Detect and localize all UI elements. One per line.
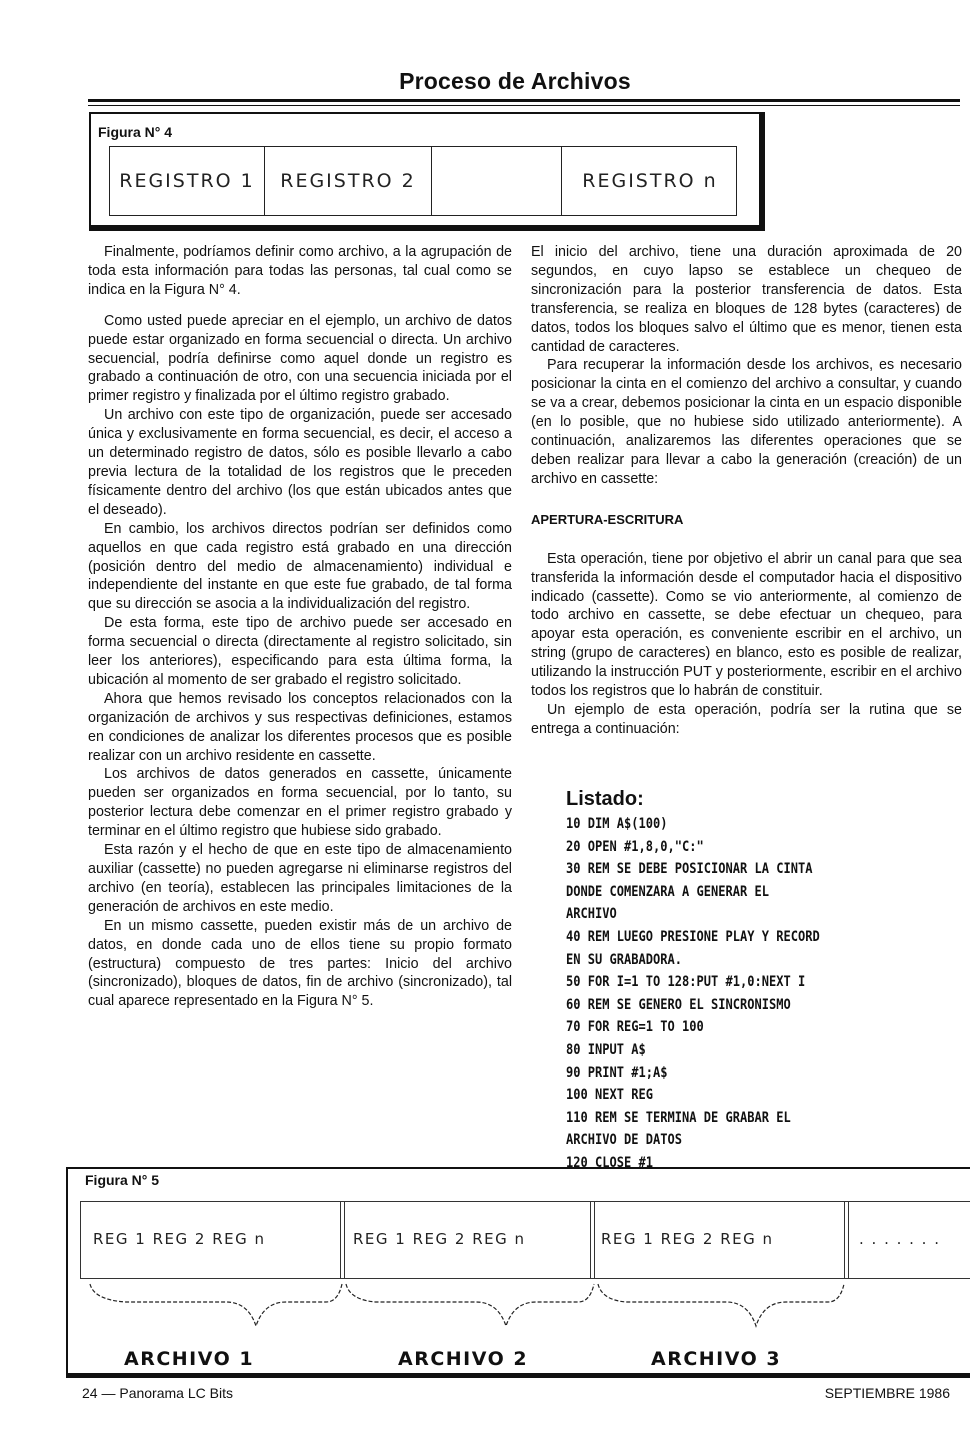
listing-line: 110 REM SE TERMINA DE GRABAR EL [566, 1109, 791, 1126]
header-rule-thin [88, 105, 960, 106]
listing-line: ARCHIVO [566, 906, 617, 923]
paragraph: Finalmente, podríamos definir como archivo, a la agrupación de toda esta información para todas las personas, tal cual como se indica en la Figura N° 4. [88, 244, 512, 298]
listing-lines [566, 813, 966, 1175]
listing-line: 120 CLOSE #1 [566, 1154, 653, 1171]
left-column [88, 243, 512, 1011]
segment-label: REG 1 REG 2 REG n [353, 1230, 526, 1248]
segment-divider [590, 1202, 592, 1278]
registro-cell-empty [432, 147, 562, 215]
listing-line: 60 REM SE GENERO EL SINCRONISMO [566, 996, 791, 1013]
listing-line: 90 PRINT #1;A$ [566, 1064, 668, 1081]
archivo-segment [344, 1202, 590, 1278]
figure-4 [89, 112, 765, 231]
listing-line: 50 FOR I=1 TO 128:PUT #1,0:NEXT I [566, 974, 806, 991]
code-listing [566, 788, 966, 1175]
paragraph: Esta operación, tiene por objetivo el abrir un canal para que sea transferida la información desde el computador hacia el dispositivo indicado (cassette). Como se vio anteriormente, al comienzo de todo archivo en cassette, se debe efectuar un chequeo, para apoyar esta operación, es conveniente escribir en el archivo, un string (grupo de caracteres) en blanco, esto es posible de realizar, utilizando la instrucción PUT y posteriormente, escribir en el archivo todos los registros que lo habrán de constituir. [531, 550, 962, 700]
segment-label: REG 1 REG 2 REG n [601, 1230, 774, 1248]
paragraph: Los archivos de datos generados en cassette, únicamente pueden ser organizados en forma secuencial, por lo tanto, su posterior lectura debe comenzar en el primer registro grabado y terminar en el último registro que hubiese sido grabado. [88, 766, 512, 840]
registro-strip [109, 146, 737, 216]
paragraph: Como usted puede apreciar en el ejemplo, un archivo de datos puede estar organizado en forma secuencial o directa. Un archivo secuencial, podría definirse como aquel donde un registro es grabado a continuación de otro, con una secuencia iniciada por el primer registro y finalizada por el último registro grabado. [88, 312, 512, 405]
archivo-label: ARCHIVO 2 [398, 1348, 529, 1370]
paragraph: En cambio, los archivos directos podrían ser definidos como aquellos en que cada registro está grabado en una dirección (posición dentro del medio de almacenamiento) individual e independiente del instante en que este fue grabado, de tal forma que su dirección se asocia a la individualización del registro. [88, 520, 512, 613]
right-column [531, 243, 962, 739]
listing-line: 40 REM LUEGO PRESIONE PLAY Y RECORD [566, 928, 820, 945]
paragraph: Ahora que hemos revisado los conceptos relacionados con la organización de archivos y sus respectivas definiciones, estamos en condiciones de analizar los diferentes procesos que es posible realizar con un archivo residente en cassette. [88, 690, 512, 764]
listing-line: 70 FOR REG=1 TO 100 [566, 1019, 704, 1036]
listing-line: ARCHIVO DE DATOS [566, 1132, 682, 1149]
paragraph: De esta forma, este tipo de archivo puede ser accesado en forma secuencial o directa (directamente al registro solicitado, sin leer los anteriores), especificando para esta última forma, la ubicación al momento de ser grabado el registro solicitado. [88, 615, 512, 688]
figure-5-label: Figura N° 5 [85, 1172, 160, 1188]
listing-line: 10 DIM A$(100) [566, 816, 668, 832]
listing-line: EN SU GRABADORA. [566, 951, 682, 968]
archivo-strip [80, 1201, 970, 1279]
archivo-segment [80, 1202, 340, 1278]
archivo-label: ARCHIVO 3 [651, 1348, 782, 1370]
brace-archivo-1 [90, 1284, 342, 1326]
paragraph: Esta razón y el hecho de que en este tipo de almacenamiento auxiliar (cassette) no pueden agregarse ni eliminarse registros del archivo (en teoría), establecen las principales limitaciones de la generación de archivos en este medio. [88, 842, 512, 915]
paragraph: Para recuperar la información desde los archivos, es necesario posicionar la cinta en el comienzo del archivo a consultar, y cuando se va a crear, debemos posicionar la cinta en un espacio disponible (en lo posible, que no hubiese sido utilizado anteriormente). A continuación, analizaremos las diferentes operaciones que se deben realizar para llevar a cabo la generación (creación) de un archivo en cassette: [531, 357, 962, 487]
paragraph: Un ejemplo de esta operación, podría ser la rutina que se entrega a continuación: [531, 701, 962, 737]
brace-archivo-3 [598, 1284, 844, 1326]
header-rule [88, 99, 960, 102]
listing-line: 80 INPUT A$ [566, 1041, 646, 1058]
archivo-segment [848, 1202, 970, 1278]
segment-label: . . . . . . . [859, 1230, 941, 1248]
segment-divider [340, 1202, 342, 1278]
brace-archivo-2 [346, 1284, 594, 1326]
paragraph: En un mismo cassette, pueden existir más de un archivo de datos, en donde cada uno de ellos tiene su propio formato (estructura) compuesto de tres partes: Inicio del archivo (sincronizado), bloques de datos, fin de archivo (sincronizado), tal cual aparece representado en la Figura N° 5. [88, 917, 512, 1010]
listing-line: 30 REM SE DEBE POSICIONAR LA CINTA [566, 861, 813, 878]
listing-line: 100 NEXT REG [566, 1087, 653, 1104]
page-title: Proceso de Archivos [399, 68, 631, 94]
registro-cell: REGISTRO 1 [110, 147, 265, 215]
listing-line: 20 OPEN #1,8,0,"C:" [566, 838, 704, 855]
figure-4-label: Figura N° 4 [98, 124, 173, 140]
section-heading: APERTURA-ESCRITURA [531, 511, 684, 527]
listing-title: Listado: [566, 788, 644, 810]
segment-label: REG 1 REG 2 REG n [93, 1230, 266, 1248]
registro-cell: REGISTRO n [582, 170, 718, 192]
paragraph: El inicio del archivo, tiene una duración aproximada de 20 segundos, en cuyo lapso se establece un chequeo de sincronización para la posterior transferencia de datos. Esta transferencia, se realiza en bloques de 128 bytes (caracteres) de datos, todos los bloques salvo el último que es menor, tienen esta cantidad de caracteres. [531, 244, 962, 355]
archivo-label: ARCHIVO 1 [124, 1348, 255, 1370]
listing-line: DONDE COMENZARA A GENERAR EL [566, 883, 769, 900]
footer-date: SEPTIEMBRE 1986 [824, 1385, 950, 1401]
paragraph: Un archivo con este tipo de organización, puede ser accesado única y exclusivamente en forma secuencial, es decir, el acceso a un determinado registro de datos, sólo es posible llevarlo a cabo previa lectura de la totalidad de los registros que le preceden físicamente dentro del archivo (los que están ubicados antes que el deseado). [88, 407, 512, 518]
footer-page-info: 24 — Panorama LC Bits [82, 1385, 233, 1401]
archivo-braces [66, 1280, 970, 1350]
segment-divider [844, 1202, 846, 1278]
archivo-segment [594, 1202, 844, 1278]
registro-cell: REGISTRO 2 [265, 147, 432, 215]
